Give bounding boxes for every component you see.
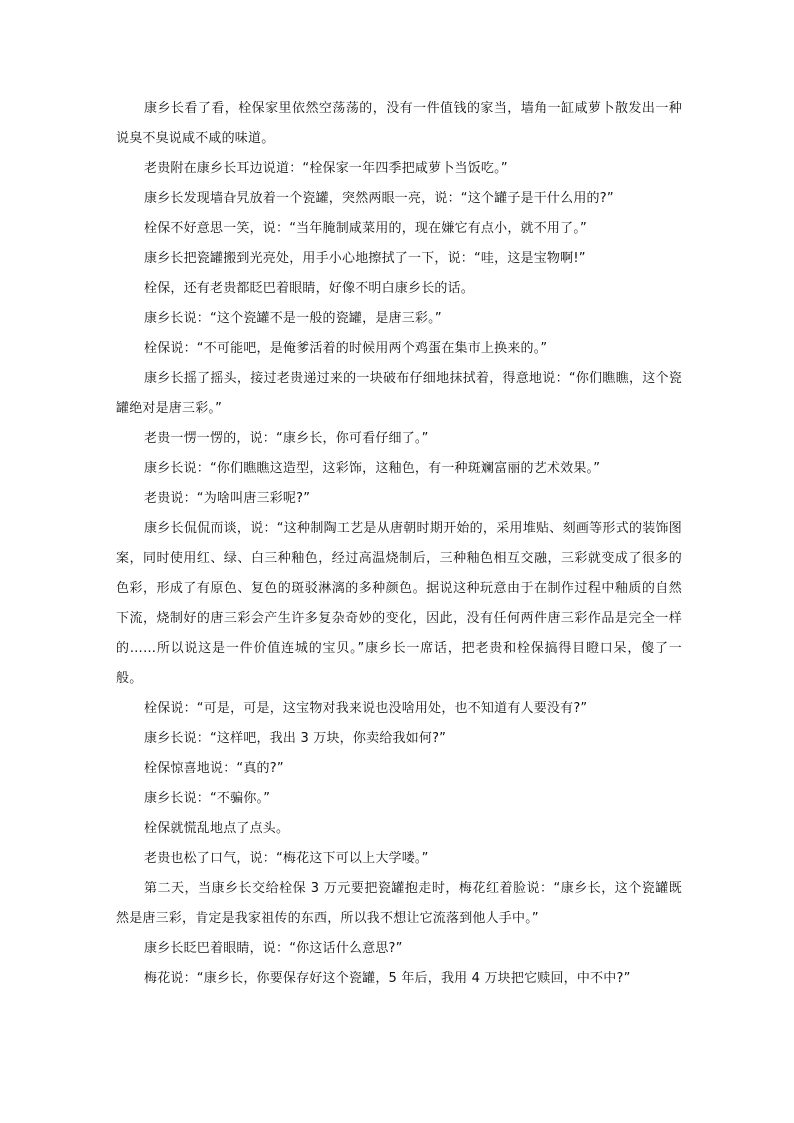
paragraph: 栓保惊喜地说：“真的?” bbox=[144, 761, 284, 776]
paragraph: 栓保说：“不可能吧，是俺爹活着的时候用两个鸡蛋在集市上换来的。” bbox=[144, 341, 548, 356]
paragraph: 康乡长摇了摇头，接过老贵递过来的一块破布仔细地抹拭着，得意地说：“你们瞧瞧，这个瓷罐绝对是唐三彩。” bbox=[116, 371, 682, 416]
paragraph: 梅花说：“康乡长，你要保存好这个瓷罐，5 年后，我用 4 万块把它赎回，中不中?” bbox=[144, 971, 631, 986]
paragraph: 康乡长发现墙旮旯放着一个瓷罐，突然两眼一亮，说：“这个罐子是干什么用的?” bbox=[144, 191, 614, 206]
paragraph: 康乡长说：“你们瞧瞧这造型，这彩饰，这釉色，有一种斑斓富丽的艺术效果。” bbox=[144, 461, 601, 476]
paragraph: 康乡长侃侃而谈，说：“这种制陶工艺是从唐朝时期开始的，采用堆贴、刻画等形式的装饰图案，同时使用红、绿、白三种釉色，经过高温烧制后，三种釉色相互交融，三彩就变成了很多的色彩，形成了有原色、复色的斑驳淋漓的多种颜色。据说这种玩意由于在制作过程中釉质的自然下流，烧制好的唐三彩会产生许多复杂奇妙的变化，因此，没有任何两件唐三彩作品是完全一样的……所以说这是一件价值连城的宝贝。”康乡长一席话，把老贵和栓保搞得目瞪口呆，傻了一般。 bbox=[116, 521, 682, 686]
paragraph: 老贵也松了口气，说：“梅花这下可以上大学喽。” bbox=[144, 851, 429, 866]
paragraph: 康乡长说：“这个瓷罐不是一般的瓷罐，是唐三彩。” bbox=[144, 311, 442, 326]
paragraph: 康乡长说：“这样吧，我出 3 万块，你卖给我如何?” bbox=[144, 731, 447, 746]
paragraph: 康乡长看了看，栓保家里依然空荡荡的，没有一件值钱的家当，墙角一缸咸萝卜散发出一种说臭不臭说咸不咸的味道。 bbox=[116, 101, 682, 146]
paragraph: 康乡长说：“不骗你。” bbox=[144, 791, 271, 806]
paragraph: 康乡长眨巴着眼睛，说：“你这话什么意思?” bbox=[144, 941, 403, 956]
paragraph: 栓保说：“可是，可是，这宝物对我来说也没啥用处，也不知道有人要没有?” bbox=[144, 701, 588, 716]
paragraph: 老贵说：“为啥叫唐三彩呢?” bbox=[144, 491, 311, 506]
paragraph: 栓保不好意思一笑，说：“当年腌制咸菜用的，现在嫌它有点小，就不用了。” bbox=[144, 221, 587, 236]
paragraph: 第二天，当康乡长交给栓保 3 万元要把瓷罐抱走时，梅花红着脸说：“康乡长，这个瓷罐既然是唐三彩，肯定是我家祖传的东西，所以我不想让它流落到他人手中。” bbox=[116, 881, 682, 926]
paragraph: 栓保就慌乱地点了点头。 bbox=[144, 821, 290, 836]
paragraph: 栓保，还有老贵都眨巴着眼睛，好像不明白康乡长的话。 bbox=[144, 281, 475, 296]
paragraph: 老贵附在康乡长耳边说道：“栓保家一年四季把咸萝卜当饭吃。” bbox=[144, 161, 508, 176]
story-text bbox=[116, 94, 682, 994]
paragraph: 康乡长把瓷罐搬到光亮处，用手小心地擦拭了一下，说：“哇，这是宝物啊!” bbox=[144, 251, 586, 266]
paragraph: 老贵一愣一愣的，说：“康乡长，你可看仔细了。” bbox=[144, 431, 429, 446]
